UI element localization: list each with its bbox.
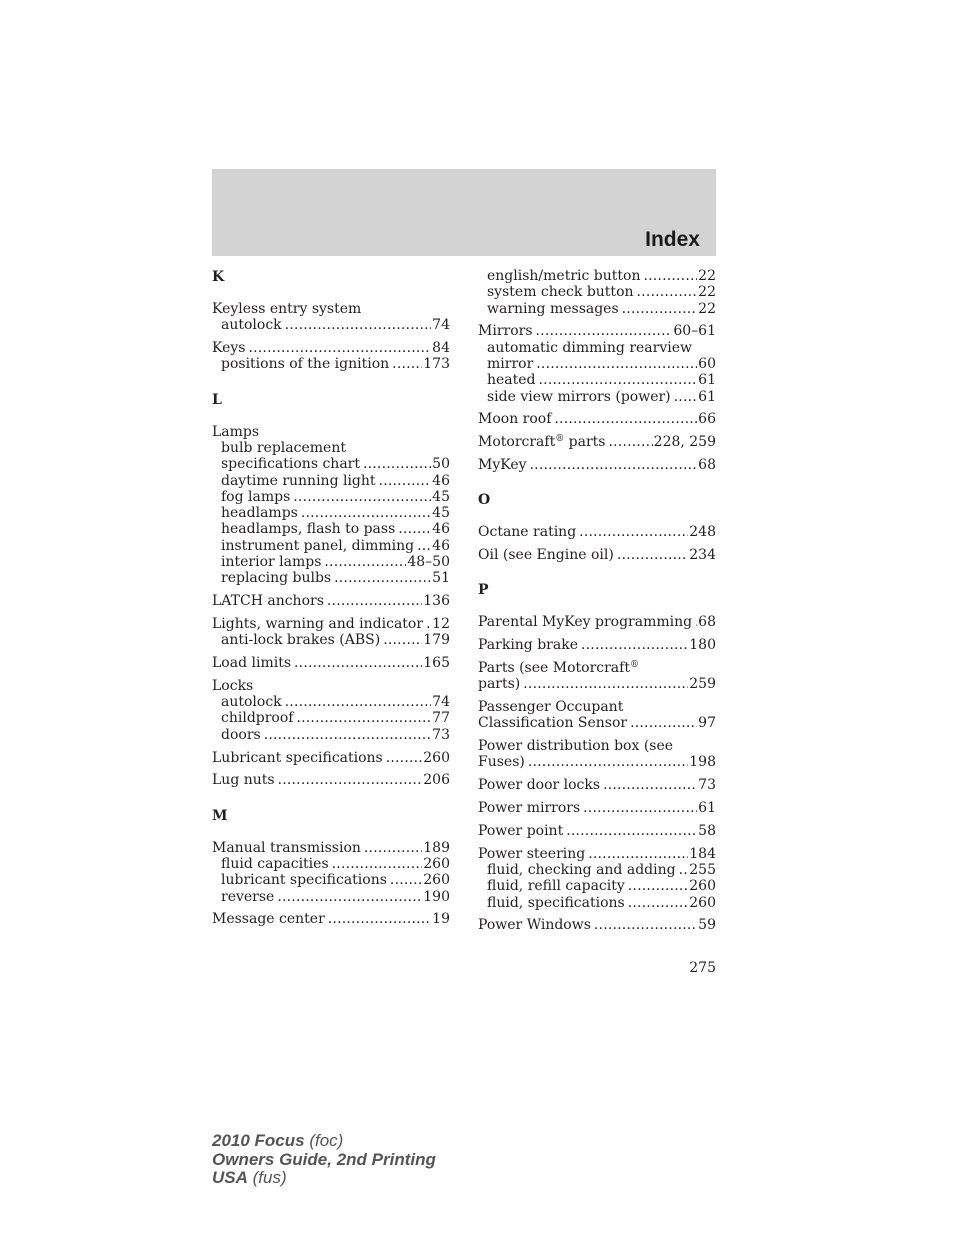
entry-page-ref: 260 bbox=[423, 855, 450, 872]
entry-text: automatic dimming rearview bbox=[487, 339, 693, 356]
entry-text: Power Windows bbox=[478, 917, 591, 934]
entry-text: fog lamps bbox=[221, 488, 291, 505]
index-entry-line bbox=[478, 917, 716, 933]
entry-page-ref: 97 bbox=[698, 715, 716, 732]
dot-leader bbox=[390, 872, 422, 888]
dot-leader bbox=[617, 547, 688, 563]
index-subentry-line bbox=[212, 538, 450, 554]
index-subentry-line bbox=[478, 878, 716, 894]
dot-leader bbox=[603, 777, 697, 793]
dot-leader bbox=[622, 301, 698, 317]
entry-text: Parts (see Motorcraft® bbox=[478, 659, 639, 676]
dot-leader bbox=[630, 715, 697, 731]
dot-leader bbox=[296, 710, 431, 726]
index-entry bbox=[212, 301, 450, 334]
dot-leader bbox=[364, 840, 422, 856]
dot-leader bbox=[608, 434, 652, 450]
dot-leader bbox=[328, 911, 431, 927]
entry-page-ref: 259 bbox=[689, 676, 716, 693]
entry-text: Lug nuts bbox=[212, 772, 275, 789]
entry-page-ref: 260 bbox=[689, 878, 716, 895]
index-entry-line bbox=[212, 655, 450, 671]
dot-leader bbox=[285, 317, 432, 333]
index-entry bbox=[212, 340, 450, 373]
dot-leader bbox=[386, 750, 423, 766]
entry-page-ref: 61 bbox=[698, 800, 716, 817]
dot-leader bbox=[523, 676, 688, 692]
entry-text: Lubricant specifications bbox=[212, 749, 383, 766]
index-subentry-line bbox=[212, 710, 450, 726]
index-entry-line bbox=[212, 840, 450, 856]
dot-leader bbox=[539, 372, 698, 388]
index-entry bbox=[478, 524, 716, 540]
dot-leader bbox=[277, 889, 422, 905]
footer-market: USA bbox=[212, 1168, 248, 1187]
index-entry bbox=[212, 840, 450, 905]
index-subentry-line bbox=[212, 505, 450, 521]
entry-page-ref: 189 bbox=[423, 839, 450, 856]
index-column-right bbox=[478, 268, 716, 940]
entry-page-ref: 60 bbox=[698, 355, 716, 372]
entry-page-ref: 173 bbox=[423, 356, 450, 373]
index-entry-line bbox=[212, 301, 450, 317]
entry-page-ref: 198 bbox=[689, 754, 716, 771]
index-entry bbox=[212, 678, 450, 743]
entry-page-ref: 58 bbox=[698, 822, 716, 839]
footer-line-3 bbox=[212, 1169, 436, 1188]
entry-page-ref: 12 bbox=[432, 615, 450, 632]
footer-model: 2010 Focus bbox=[212, 1131, 305, 1150]
footer-market-code: (fus) bbox=[252, 1168, 287, 1187]
index-entry bbox=[212, 772, 450, 788]
footer-line-1 bbox=[212, 1132, 436, 1151]
entry-text: lubricant specifications bbox=[221, 872, 387, 889]
index-entry bbox=[478, 323, 716, 404]
index-entry-line bbox=[478, 434, 716, 450]
index-entry-line bbox=[478, 457, 716, 473]
entry-page-ref: 206 bbox=[423, 772, 450, 789]
index-entry bbox=[478, 800, 716, 816]
entry-page-ref: 45 bbox=[432, 505, 450, 522]
entry-page-ref: 46 bbox=[432, 537, 450, 554]
entry-page-ref: 260 bbox=[689, 894, 716, 911]
entry-page-ref: 260 bbox=[423, 749, 450, 766]
index-entry bbox=[478, 637, 716, 653]
entry-text: Load limits bbox=[212, 655, 292, 672]
index-subentry-line bbox=[212, 456, 450, 472]
entry-page-ref: 73 bbox=[432, 726, 450, 743]
entry-page-ref: 61 bbox=[698, 388, 716, 405]
entry-page-ref: 22 bbox=[698, 268, 716, 284]
dot-leader bbox=[536, 323, 673, 339]
index-subentry-line bbox=[478, 356, 716, 372]
index-entry bbox=[212, 616, 450, 649]
index-entry bbox=[478, 777, 716, 793]
footer-guide-edition: Owners Guide, 2nd Printing bbox=[212, 1149, 436, 1169]
dot-leader bbox=[248, 340, 431, 356]
index-entry-line bbox=[478, 323, 716, 339]
index-entry-line bbox=[212, 340, 450, 356]
index-entry bbox=[478, 411, 716, 427]
entry-page-ref: 46 bbox=[432, 472, 450, 489]
index-entry bbox=[478, 823, 716, 839]
entry-page-ref: 68 bbox=[698, 614, 716, 631]
entry-page-ref: 45 bbox=[432, 488, 450, 505]
index-subentry-line bbox=[212, 317, 450, 333]
index-subentry-line bbox=[478, 340, 716, 356]
entry-page-ref: 22 bbox=[698, 300, 716, 317]
entry-page-ref: 51 bbox=[432, 570, 450, 587]
index-entry-line bbox=[478, 738, 716, 754]
footer-line-2 bbox=[212, 1151, 436, 1170]
index-subentry-line bbox=[212, 694, 450, 710]
index-subentry-line bbox=[212, 872, 450, 888]
index-entry bbox=[212, 750, 450, 766]
index-entry-line bbox=[478, 846, 716, 862]
index-entry bbox=[478, 268, 716, 317]
dot-leader bbox=[554, 411, 697, 427]
index-entry-line bbox=[478, 660, 716, 676]
entry-page-ref: 50 bbox=[432, 456, 450, 473]
dot-leader bbox=[293, 489, 431, 505]
entry-page-ref: 61 bbox=[698, 372, 716, 389]
entry-text: doors bbox=[221, 726, 261, 743]
dot-leader bbox=[581, 637, 688, 653]
dot-leader bbox=[264, 727, 431, 743]
dot-leader bbox=[363, 456, 431, 472]
index-entry bbox=[478, 660, 716, 693]
index-entry-line bbox=[478, 699, 716, 715]
entry-page-ref: 190 bbox=[423, 888, 450, 905]
dot-leader bbox=[301, 505, 431, 521]
entry-text: english/metric button bbox=[487, 268, 641, 284]
entry-text: Moon roof bbox=[478, 411, 552, 428]
entry-text: Lights, warning and indicator bbox=[212, 615, 424, 632]
index-entry bbox=[478, 614, 716, 630]
entry-text: Keys bbox=[212, 340, 246, 357]
entry-text: replacing bulbs bbox=[221, 570, 332, 587]
dot-leader bbox=[643, 268, 697, 284]
dot-leader bbox=[426, 616, 431, 632]
index-subentry-line bbox=[212, 554, 450, 570]
dot-leader bbox=[334, 570, 431, 586]
dot-leader bbox=[695, 614, 697, 630]
index-entry bbox=[478, 434, 716, 450]
index-subentry-line bbox=[478, 372, 716, 388]
dot-leader bbox=[679, 862, 689, 878]
index-subentry-line bbox=[212, 727, 450, 743]
entry-text: Oil (see Engine oil) bbox=[478, 547, 614, 564]
index-entry-line bbox=[478, 676, 716, 692]
dot-leader bbox=[398, 521, 431, 537]
dot-leader bbox=[379, 473, 432, 489]
index-entry-line bbox=[478, 715, 716, 731]
index-header-band bbox=[212, 169, 716, 256]
index-entry-line bbox=[478, 411, 716, 427]
entry-text: side view mirrors (power) bbox=[487, 388, 671, 405]
index-subentry-line bbox=[212, 489, 450, 505]
dot-leader bbox=[332, 856, 423, 872]
entry-page-ref: 74 bbox=[432, 317, 450, 334]
entry-text: fluid capacities bbox=[221, 855, 329, 872]
entry-page-ref: 46 bbox=[432, 521, 450, 538]
index-entry-line bbox=[478, 823, 716, 839]
entry-page-ref: 248 bbox=[689, 524, 716, 541]
index-entry-line bbox=[478, 777, 716, 793]
entry-text: Keyless entry system bbox=[212, 301, 362, 317]
entry-page-ref: 22 bbox=[698, 284, 716, 301]
index-entry-line bbox=[478, 800, 716, 816]
index-subentry-line bbox=[212, 856, 450, 872]
entry-text: anti-lock brakes (ABS) bbox=[221, 632, 381, 649]
entry-text: Parking brake bbox=[478, 637, 578, 654]
index-entry bbox=[478, 547, 716, 563]
index-entry-line bbox=[478, 614, 716, 630]
index-entry-line bbox=[478, 524, 716, 540]
dot-leader bbox=[566, 823, 697, 839]
dot-leader bbox=[383, 632, 422, 648]
dot-leader bbox=[674, 389, 698, 405]
entry-text: Motorcraft® parts bbox=[478, 434, 606, 451]
index-entry-line bbox=[212, 616, 450, 632]
entry-text: Manual transmission bbox=[212, 839, 361, 856]
entry-text: daytime running light bbox=[221, 472, 376, 489]
entry-text: headlamps bbox=[221, 505, 298, 522]
entry-text: Power point bbox=[478, 822, 564, 839]
entry-page-ref: 19 bbox=[432, 911, 450, 928]
entry-text: LATCH anchors bbox=[212, 593, 324, 610]
dot-leader bbox=[588, 846, 688, 862]
index-entry bbox=[478, 846, 716, 911]
entry-text: warning messages bbox=[487, 300, 619, 317]
index-subentry-line bbox=[212, 473, 450, 489]
entry-page-ref: 165 bbox=[423, 655, 450, 672]
entry-text: reverse bbox=[221, 888, 275, 905]
entry-text: interior lamps bbox=[221, 554, 322, 571]
entry-page-ref: 68 bbox=[698, 456, 716, 473]
entry-page-ref: 59 bbox=[698, 917, 716, 934]
section-letter-l: L bbox=[212, 391, 222, 408]
entry-text: Message center bbox=[212, 911, 325, 928]
section-letter-p: P bbox=[478, 582, 489, 599]
page-number: 275 bbox=[689, 960, 716, 976]
dot-leader bbox=[628, 895, 689, 911]
dot-leader bbox=[594, 917, 697, 933]
index-subentry-line bbox=[212, 440, 450, 456]
index-subentry-line bbox=[212, 356, 450, 372]
index-entry-line bbox=[212, 424, 450, 440]
entry-text: positions of the ignition bbox=[221, 356, 390, 373]
section-letter-m: M bbox=[212, 807, 228, 824]
section-letter-o: O bbox=[478, 492, 491, 509]
entry-page-ref: 184 bbox=[689, 845, 716, 862]
index-entry bbox=[478, 917, 716, 933]
index-entry bbox=[478, 457, 716, 473]
entry-text: Classification Sensor bbox=[478, 715, 628, 732]
index-entry bbox=[212, 424, 450, 587]
entry-text: mirror bbox=[487, 355, 534, 372]
entry-page-ref: 179 bbox=[423, 632, 450, 649]
index-subentry-line bbox=[478, 284, 716, 300]
entry-text: Lamps bbox=[212, 423, 260, 440]
entry-text: Power steering bbox=[478, 845, 586, 862]
index-entry-line bbox=[212, 772, 450, 788]
entry-page-ref: 255 bbox=[689, 861, 716, 878]
index-subentry-line bbox=[212, 570, 450, 586]
index-subentry-line bbox=[478, 389, 716, 405]
entry-text: system check button bbox=[487, 284, 634, 301]
index-entry bbox=[212, 911, 450, 927]
index-column-left bbox=[212, 268, 450, 934]
footer-model-code: (foc) bbox=[309, 1131, 344, 1150]
entry-page-ref: 48–50 bbox=[407, 554, 450, 571]
entry-text: heated bbox=[487, 372, 536, 389]
entry-text: specifications chart bbox=[221, 456, 360, 473]
index-entry bbox=[478, 738, 716, 771]
index-subentry-line bbox=[212, 632, 450, 648]
dot-leader bbox=[530, 457, 698, 473]
entry-text: fluid, checking and adding bbox=[487, 861, 676, 878]
entry-page-ref: 136 bbox=[423, 593, 450, 610]
dot-leader bbox=[579, 524, 688, 540]
index-entry bbox=[478, 699, 716, 732]
entry-text: headlamps, flash to pass bbox=[221, 521, 396, 538]
entry-page-ref: 260 bbox=[423, 872, 450, 889]
entry-text: Parental MyKey programming bbox=[478, 614, 693, 631]
dot-leader bbox=[294, 655, 422, 671]
entry-text: Fuses) bbox=[478, 754, 525, 771]
entry-text: MyKey bbox=[478, 456, 527, 473]
index-entry-line bbox=[212, 678, 450, 694]
entry-text: Octane rating bbox=[478, 524, 577, 541]
entry-text: Power door locks bbox=[478, 777, 601, 794]
entry-text: fluid, specifications bbox=[487, 894, 625, 911]
entry-text: autolock bbox=[221, 317, 282, 334]
entry-page-ref: 73 bbox=[698, 777, 716, 794]
entry-page-ref: 74 bbox=[432, 694, 450, 711]
entry-page-ref: 180 bbox=[689, 637, 716, 654]
page-title: Index bbox=[645, 228, 700, 251]
index-subentry-line bbox=[212, 889, 450, 905]
entry-page-ref: 84 bbox=[432, 340, 450, 357]
index-entry-line bbox=[212, 593, 450, 609]
entry-text: Mirrors bbox=[478, 323, 533, 340]
entry-page-ref: 60–61 bbox=[673, 323, 716, 340]
index-entry-line bbox=[478, 637, 716, 653]
dot-leader bbox=[583, 800, 697, 816]
index-entry bbox=[212, 593, 450, 609]
index-subentry-line bbox=[478, 301, 716, 317]
index-entry-line bbox=[478, 754, 716, 770]
dot-leader bbox=[637, 284, 698, 300]
entry-page-ref: 77 bbox=[432, 710, 450, 727]
entry-text: instrument panel, dimming bbox=[221, 537, 415, 554]
index-entry bbox=[212, 655, 450, 671]
index-entry-line bbox=[478, 547, 716, 563]
dot-leader bbox=[628, 878, 689, 894]
index-subentry-line bbox=[212, 521, 450, 537]
entry-text: Power mirrors bbox=[478, 800, 581, 817]
dot-leader bbox=[528, 754, 688, 770]
entry-text: Locks bbox=[212, 677, 254, 694]
entry-text: fluid, refill capacity bbox=[487, 878, 625, 895]
entry-text: childproof bbox=[221, 710, 294, 727]
dot-leader bbox=[327, 593, 422, 609]
entry-page-ref: 66 bbox=[698, 411, 716, 428]
index-subentry-line bbox=[478, 268, 716, 284]
dot-leader bbox=[324, 554, 406, 570]
dot-leader bbox=[417, 538, 431, 554]
index-entry-line bbox=[212, 911, 450, 927]
index-entry-line bbox=[212, 750, 450, 766]
entry-text: Power distribution box (see bbox=[478, 738, 674, 755]
entry-text: parts) bbox=[478, 676, 521, 693]
entry-page-ref: 228, 259 bbox=[653, 434, 716, 451]
entry-text: Passenger Occupant bbox=[478, 699, 624, 716]
dot-leader bbox=[278, 772, 423, 788]
section-letter-k: K bbox=[212, 269, 225, 285]
entry-page-ref: 234 bbox=[689, 547, 716, 564]
document-footer bbox=[212, 1132, 436, 1188]
dot-leader bbox=[392, 356, 422, 372]
entry-text: autolock bbox=[221, 694, 282, 711]
dot-leader bbox=[536, 356, 697, 372]
entry-text: bulb replacement bbox=[221, 439, 346, 456]
index-subentry-line bbox=[478, 862, 716, 878]
dot-leader bbox=[285, 694, 432, 710]
index-subentry-line bbox=[478, 895, 716, 911]
